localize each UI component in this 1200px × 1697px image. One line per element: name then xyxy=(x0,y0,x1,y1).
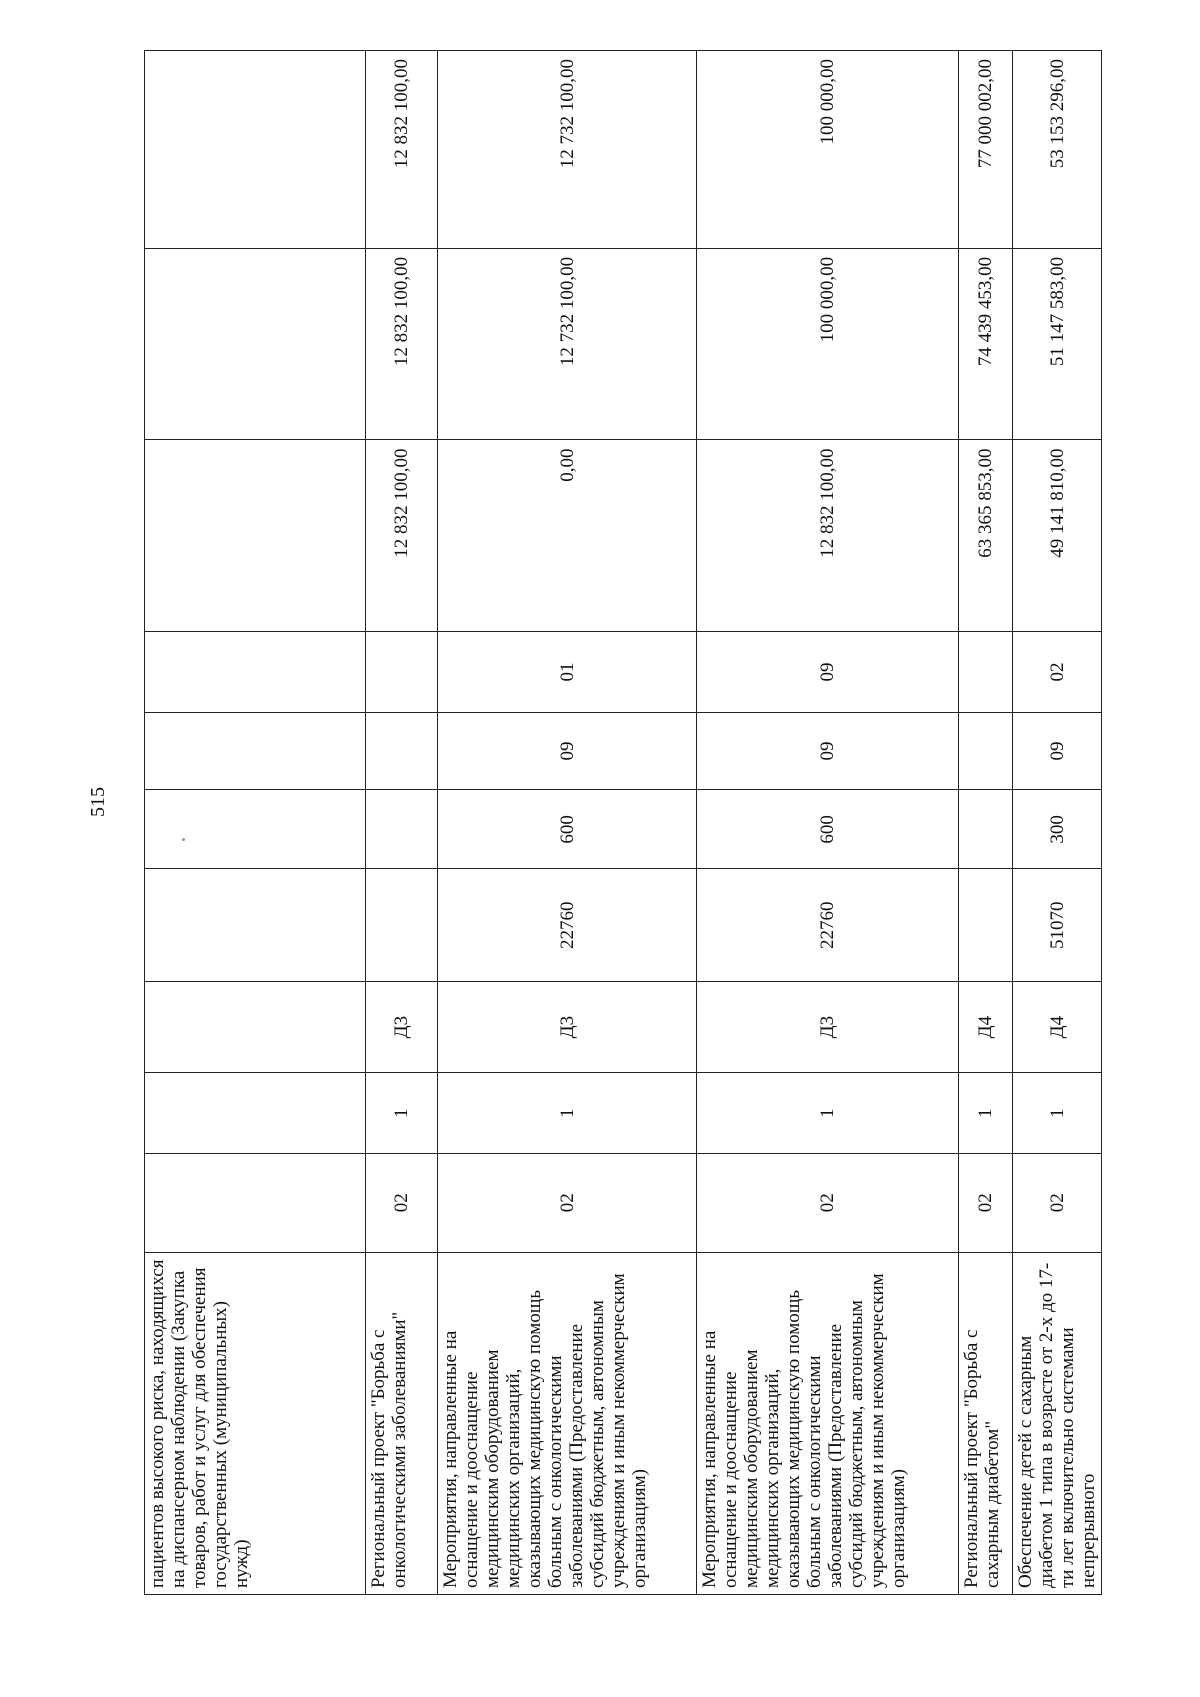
code-subsection xyxy=(145,632,366,713)
row-description: Региональный проект "Борьба с онкологическими заболеваниями" xyxy=(366,1252,438,1594)
amount-year-2 xyxy=(145,248,366,440)
code-expense-type: 600 xyxy=(697,790,959,869)
amount-year-3: 53 153 296,00 xyxy=(1013,51,1102,249)
code-subprogram: 1 xyxy=(366,1073,438,1154)
row-description: Мероприятия, направленные на оснащение и дооснащение медицинским оборудованием медицинских организаций, оказывающих медицинскую помощь больным с онкологическими заболеваниями (Предоставление субсидий бюджетным, автономным учреждениям и иным некоммерческим организациям) xyxy=(697,1252,959,1594)
amount-year-2: 12 732 100,00 xyxy=(438,248,697,440)
code-project xyxy=(145,981,366,1072)
code-direction: 22760 xyxy=(697,869,959,982)
row-description: Мероприятия, направленные на оснащение и дооснащение медицинским оборудованием медицинских организаций, оказывающих медицинскую помощь больным с онкологическими заболеваниями (Предоставление субсидий бюджетным, автономным учреждениям и иным некоммерческим организациям) xyxy=(438,1252,697,1594)
budget-table-rotated xyxy=(144,50,1099,1595)
code-subprogram: 1 xyxy=(697,1073,959,1154)
code-subprogram: 1 xyxy=(438,1073,697,1154)
table-row xyxy=(697,51,959,1595)
code-section: 09 xyxy=(438,712,697,790)
code-program: 02 xyxy=(959,1153,1013,1252)
code-project: Д4 xyxy=(1013,981,1102,1072)
code-project: Д3 xyxy=(438,981,697,1072)
code-subsection: 09 xyxy=(697,632,959,713)
code-program xyxy=(145,1153,366,1252)
code-section xyxy=(959,712,1013,790)
code-direction: 22760 xyxy=(438,869,697,982)
row-description: пациентов высокого риска, находящихся на диспансерном наблюдении (Закупка товаров, работ и услуг для обеспечения государственных (муниципальных) нужд) xyxy=(145,1252,366,1594)
code-section xyxy=(145,712,366,790)
table-row xyxy=(438,51,697,1595)
code-subprogram: 1 xyxy=(959,1073,1013,1154)
amount-year-1: 49 141 810,00 xyxy=(1013,440,1102,632)
code-section xyxy=(366,712,438,790)
code-subsection xyxy=(366,632,438,713)
code-subsection xyxy=(959,632,1013,713)
code-program: 02 xyxy=(438,1153,697,1252)
amount-year-1: 63 365 853,00 xyxy=(959,440,1013,632)
code-expense-type xyxy=(366,790,438,869)
code-program: 02 xyxy=(366,1153,438,1252)
code-section: 09 xyxy=(697,712,959,790)
code-expense-type xyxy=(145,790,366,869)
amount-year-2: 51 147 583,00 xyxy=(1013,248,1102,440)
code-direction: 51070 xyxy=(1013,869,1102,982)
code-program: 02 xyxy=(697,1153,959,1252)
page-number: 515 xyxy=(87,787,109,817)
code-expense-type xyxy=(959,790,1013,869)
code-direction xyxy=(959,869,1013,982)
row-description: Региональный проект "Борьба с сахарным диабетом" xyxy=(959,1252,1013,1594)
amount-year-2: 74 439 453,00 xyxy=(959,248,1013,440)
code-direction xyxy=(145,869,366,982)
amount-year-1: 12 832 100,00 xyxy=(366,440,438,632)
amount-year-3: 77 000 002,00 xyxy=(959,51,1013,249)
budget-table xyxy=(144,50,1102,1595)
table-row xyxy=(959,51,1013,1595)
amount-year-3 xyxy=(145,51,366,249)
amount-year-3: 12 732 100,00 xyxy=(438,51,697,249)
amount-year-3: 100 000,00 xyxy=(697,51,959,249)
table-row xyxy=(1013,51,1102,1595)
code-subprogram xyxy=(145,1073,366,1154)
code-expense-type: 300 xyxy=(1013,790,1102,869)
code-project: Д3 xyxy=(366,981,438,1072)
amount-year-3: 12 832 100,00 xyxy=(366,51,438,249)
code-subsection: 02 xyxy=(1013,632,1102,713)
row-description: Обеспечение детей с сахарным диабетом 1 типа в возрасте от 2-х до 17-ти лет включительно системами непрерывного xyxy=(1013,1252,1102,1594)
code-section: 09 xyxy=(1013,712,1102,790)
table-row xyxy=(366,51,438,1595)
code-project: Д4 xyxy=(959,981,1013,1072)
table-row xyxy=(145,51,366,1595)
code-direction xyxy=(366,869,438,982)
amount-year-2: 100 000,00 xyxy=(697,248,959,440)
code-subprogram: 1 xyxy=(1013,1073,1102,1154)
amount-year-2: 12 832 100,00 xyxy=(366,248,438,440)
code-project: Д3 xyxy=(697,981,959,1072)
code-program: 02 xyxy=(1013,1153,1102,1252)
code-subsection: 01 xyxy=(438,632,697,713)
amount-year-1 xyxy=(145,440,366,632)
amount-year-1: 0,00 xyxy=(438,440,697,632)
amount-year-1: 12 832 100,00 xyxy=(697,440,959,632)
code-expense-type: 600 xyxy=(438,790,697,869)
